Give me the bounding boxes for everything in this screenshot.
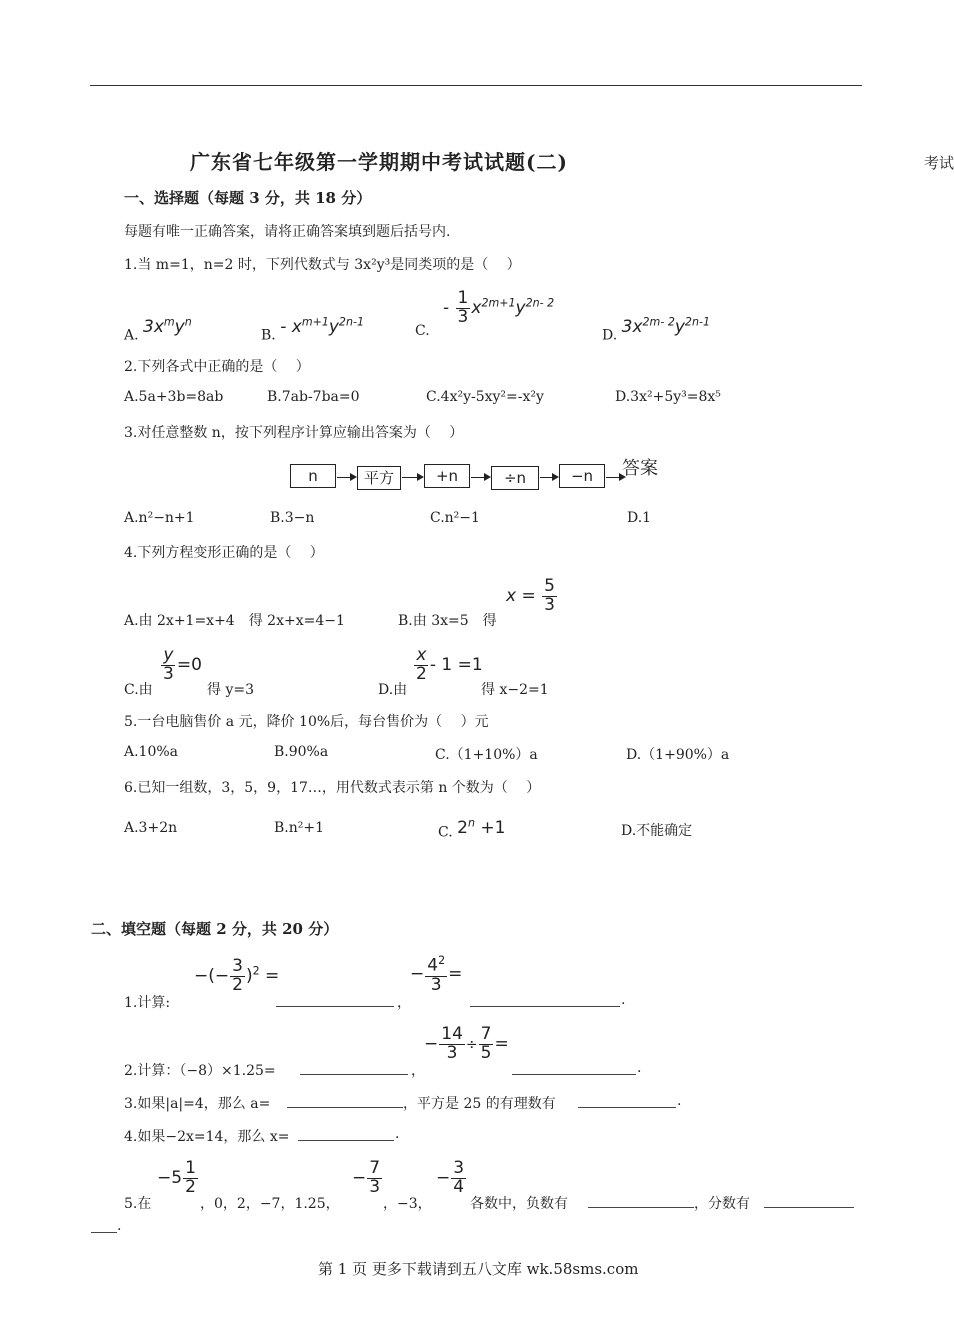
fill-4-pre: 4.如果−2x=14，那么 x=: [124, 1129, 290, 1145]
flow-arrow-3: [471, 477, 489, 478]
fill-5-blank-b-cont[interactable]: [91, 1218, 117, 1233]
fill-5-blank-a[interactable]: [588, 1193, 694, 1208]
flow-box-divide-n: ÷n: [491, 466, 539, 490]
q6-expr-c: $2^n +1$: [457, 816, 506, 838]
fill-1-expr-a: −(− $\frac{3}{2}$ )$^2$ =: [194, 956, 280, 995]
q1-stem: 1.当 m=1，n=2 时，下列代数式与 3x²y³是同类项的是（ ）: [124, 257, 521, 273]
fill-2-period: .: [637, 1060, 642, 1076]
fill-3-period: .: [677, 1093, 682, 1109]
fill-3-blank-a[interactable]: [287, 1093, 403, 1108]
fill-5-blank-b[interactable]: [764, 1193, 854, 1208]
q3-option-b: B.3−n: [270, 510, 315, 526]
q5-option-c: C.（1+10%）a: [435, 747, 538, 763]
fill-5-list: ，0，2，−7，1.25，: [200, 1196, 340, 1212]
q6-label-c: C.: [438, 824, 453, 841]
q4-expr-b: x = $\frac{5}{3}$: [506, 576, 555, 615]
flow-arrow-2: [402, 477, 422, 478]
q2-option-c: C.4x²y-5xy²=-x²y: [426, 389, 544, 405]
top-rule: [90, 85, 862, 86]
fill-3-blank-b[interactable]: [578, 1093, 676, 1108]
fill-2-expr: − $\frac{14}{3}$ ÷ $\frac{7}{5}$ =: [424, 1024, 509, 1063]
q6-stem: 6.已知一组数，3，5，9，17…，用代数式表示第 n 个数为（ ）: [124, 780, 541, 796]
q2-option-d: D.3x²+5y³=8x⁵: [615, 389, 721, 405]
q4-option-c-pre: C.由: [124, 682, 153, 698]
q5-option-d: D.（1+90%）a: [626, 747, 730, 763]
q1-expr-b: - $x^{m+1}y^{2n-1}$: [280, 315, 364, 337]
fill-5-pre: 5.在: [124, 1196, 152, 1212]
q5-stem: 5.一台电脑售价 a 元，降价 10%后，每台售价为（ ）元: [124, 714, 489, 730]
fill-4-period: .: [395, 1126, 400, 1142]
q6-option-b: B.n²+1: [274, 820, 325, 836]
q4-option-c-post: 得 y=3: [207, 682, 254, 698]
fill-3-pre: 3.如果|a|=4，那么 a=: [124, 1096, 271, 1112]
q4-expr-d: $\frac{x}{2}$ - 1 =1: [416, 645, 483, 684]
q1-option-a: [124, 315, 192, 345]
q3-option-c: C.n²−1: [430, 510, 480, 526]
page-footer: 第 1 页 更多下载请到五八文库 wk.58sms.com: [318, 1260, 639, 1278]
fill-1-pre: 1.计算:: [124, 995, 171, 1011]
fill-1-comma: ，: [397, 995, 411, 1011]
fill-5-period: .: [117, 1218, 122, 1234]
fill-2-blank-a[interactable]: [300, 1060, 408, 1075]
q4-stem: 4.下列方程变形正确的是（ ）: [124, 545, 324, 561]
fill-1-expr-b: − $\frac{4^2}{3}$ =: [410, 954, 463, 995]
q1-label-c: C.: [415, 323, 430, 339]
q6-option-d: D.不能确定: [621, 823, 693, 839]
flow-arrow-1: [337, 477, 355, 478]
q1-label-a: A.: [124, 327, 139, 344]
q4-expr-c: $\frac{y}{3}$ =0: [163, 645, 202, 684]
fill-5-tail: 各数中，负数有: [470, 1196, 568, 1212]
q1-option-b: [261, 315, 364, 345]
q3-stem: 3.对任意整数 n，按下列程序计算应输出答案为（ ）: [124, 425, 464, 441]
q6-option-a: A.3+2n: [124, 820, 178, 836]
fill-5-tail2: ，分数有: [694, 1196, 750, 1212]
q1-option-c: [415, 323, 430, 339]
q6-option-c: [438, 816, 506, 842]
fill-2-comma: ，: [411, 1063, 425, 1079]
flow-box-plus-n: +n: [424, 464, 470, 488]
q2-option-a: A.5a+3b=8ab: [124, 389, 224, 405]
q3-option-d: D.1: [627, 510, 652, 526]
flow-box-n: n: [290, 464, 336, 488]
q3-option-a: A.n²−n+1: [124, 510, 195, 526]
section-1-heading: 一、选择题（每题 3 分，共 18 分）: [124, 189, 372, 207]
fill-1-period: .: [621, 992, 626, 1008]
fill-2-pre: 2.计算：（−8）×1.25=: [124, 1063, 276, 1079]
flow-arrow-4: [540, 477, 557, 478]
fill-1-blank-b[interactable]: [470, 992, 620, 1007]
fill-3-mid: ，平方是 25 的有理数有: [403, 1096, 556, 1112]
q2-stem: 2.下列各式中正确的是（ ）: [124, 359, 310, 375]
q4-option-d-post: 得 x−2=1: [481, 682, 549, 698]
q4-option-b: B.由 3x=5 得: [398, 613, 497, 629]
page-title: 广东省七年级第一学期期中考试试题(二): [190, 150, 568, 174]
flow-answer-label: 答案: [622, 458, 658, 479]
q3-flowchart: [290, 458, 690, 498]
section-1-intro: 每题有唯一正确答案，请将正确答案填到题后括号内.: [124, 224, 451, 240]
fill-5-expr-a: −5 $\frac{1}{2}$: [157, 1158, 196, 1197]
q1-label-b: B.: [261, 327, 276, 344]
q5-option-a: A.10%a: [124, 744, 179, 760]
fill-4-blank[interactable]: [298, 1126, 394, 1141]
q4-option-d-pre: D.由: [378, 682, 408, 698]
flow-box-minus-n: −n: [559, 464, 605, 488]
q1-expr-d: $3x^{2m- 2}y^{2n-1}$: [621, 315, 710, 337]
q5-option-b: B.90%a: [274, 744, 329, 760]
q1-option-d: [602, 315, 710, 345]
q1-label-d: D.: [602, 327, 618, 344]
fill-2-blank-b[interactable]: [512, 1060, 636, 1075]
q1-expr-a: $3x^my^n$: [143, 315, 192, 337]
fill-5-expr-b: − $\frac{7}{3}$: [352, 1158, 381, 1197]
fill-1-blank-a[interactable]: [276, 992, 394, 1007]
flow-box-square: 平方: [357, 466, 401, 490]
q4-option-a: A.由 2x+1=x+4 得 2x+x=4−1: [124, 613, 345, 629]
fill-5-expr-c: − $\frac{3}{4}$: [436, 1158, 465, 1197]
q2-option-b: B.7ab-7ba=0: [267, 389, 360, 405]
side-text: 考试: [924, 154, 954, 172]
fill-5-mid: ，−3，: [383, 1196, 432, 1212]
q1-expr-c: - $\frac{1}{3}$ $x^{2m+1}y^{2n- 2}$: [443, 288, 555, 327]
section-2-heading: 二、填空题（每题 2 分，共 20 分）: [91, 920, 339, 938]
